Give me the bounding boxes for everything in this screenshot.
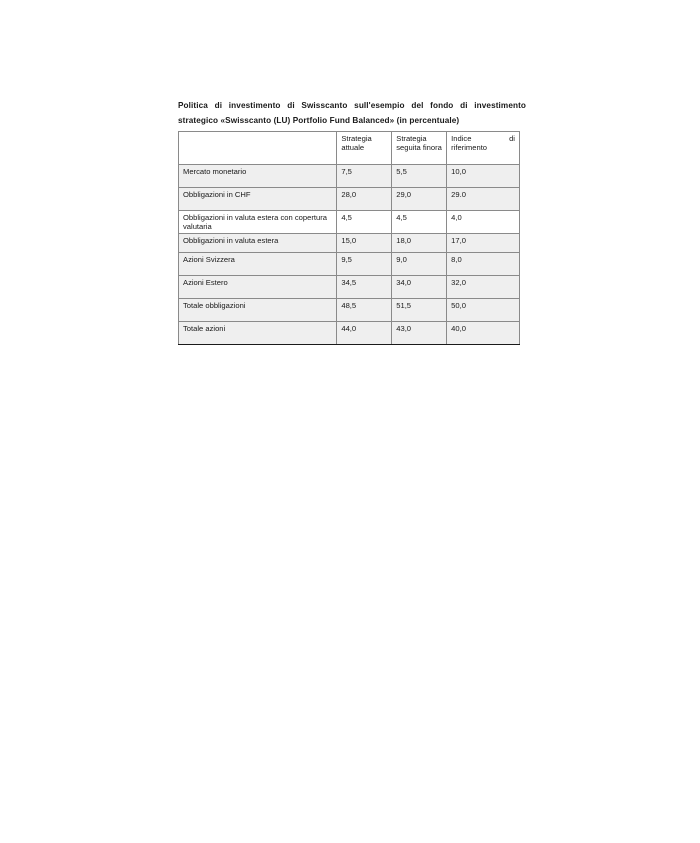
- table-header-row: [179, 132, 520, 165]
- cell-indice: 50,0: [447, 299, 520, 322]
- table-row: [179, 188, 520, 211]
- cell-finora: 4,5: [392, 211, 447, 234]
- table-row: [179, 276, 520, 299]
- cell-indice: 32,0: [447, 276, 520, 299]
- cell-attuale: 15,0: [337, 234, 392, 253]
- table-row: [179, 165, 520, 188]
- table-row: [179, 211, 520, 234]
- cell-finora: 43,0: [392, 322, 447, 345]
- row-label: Mercato monetario: [179, 165, 337, 188]
- cell-indice: 4,0: [447, 211, 520, 234]
- row-label: Obbligazioni in valuta estera con copertura valutaria: [179, 211, 337, 234]
- cell-finora: 5,5: [392, 165, 447, 188]
- row-label: Obbligazioni in valuta estera: [179, 234, 337, 253]
- cell-indice: 10,0: [447, 165, 520, 188]
- header-indice-riferimento: [447, 132, 520, 165]
- table-caption: Politica di investimento di Swisscanto sull'esempio del fondo di investimento strategico «Swisscanto (LU) Portfolio Fund Balanced» (in percentuale): [178, 101, 526, 125]
- cell-indice: 29.0: [447, 188, 520, 211]
- table-row-total-azioni: [179, 322, 520, 345]
- header-riferimento-word: riferimento: [451, 142, 488, 152]
- cell-attuale: 7,5: [337, 165, 392, 188]
- header-strategia-finora: Strategia seguita finora: [392, 132, 447, 165]
- row-label: Totale azioni: [179, 322, 337, 345]
- header-strategia-attuale: Strategia attuale: [337, 132, 392, 165]
- cell-indice: 17,0: [447, 234, 520, 253]
- table-row-total-obbligazioni: [179, 299, 520, 322]
- row-label: Totale obbligazioni: [179, 299, 337, 322]
- header-empty-cell: [179, 132, 337, 165]
- cell-attuale: 28,0: [337, 188, 392, 211]
- cell-finora: 51,5: [392, 299, 447, 322]
- allocation-table: [178, 131, 520, 345]
- header-indice-word: Indice: [451, 134, 472, 143]
- cell-attuale: 4,5: [337, 211, 392, 234]
- header-di-word: di: [509, 134, 515, 143]
- cell-attuale: 48,5: [337, 299, 392, 322]
- cell-finora: 29,0: [392, 188, 447, 211]
- cell-finora: 18,0: [392, 234, 447, 253]
- cell-finora: 9,0: [392, 253, 447, 276]
- cell-attuale: 9,5: [337, 253, 392, 276]
- row-label: Azioni Estero: [179, 276, 337, 299]
- cell-indice: 8,0: [447, 253, 520, 276]
- cell-attuale: 44,0: [337, 322, 392, 345]
- row-label: Azioni Svizzera: [179, 253, 337, 276]
- cell-finora: 34,0: [392, 276, 447, 299]
- cell-indice: 40,0: [447, 322, 520, 345]
- cell-attuale: 34,5: [337, 276, 392, 299]
- table-row: [179, 253, 520, 276]
- document-page: [178, 98, 526, 345]
- table-row: [179, 234, 520, 253]
- row-label: Obbligazioni in CHF: [179, 188, 337, 211]
